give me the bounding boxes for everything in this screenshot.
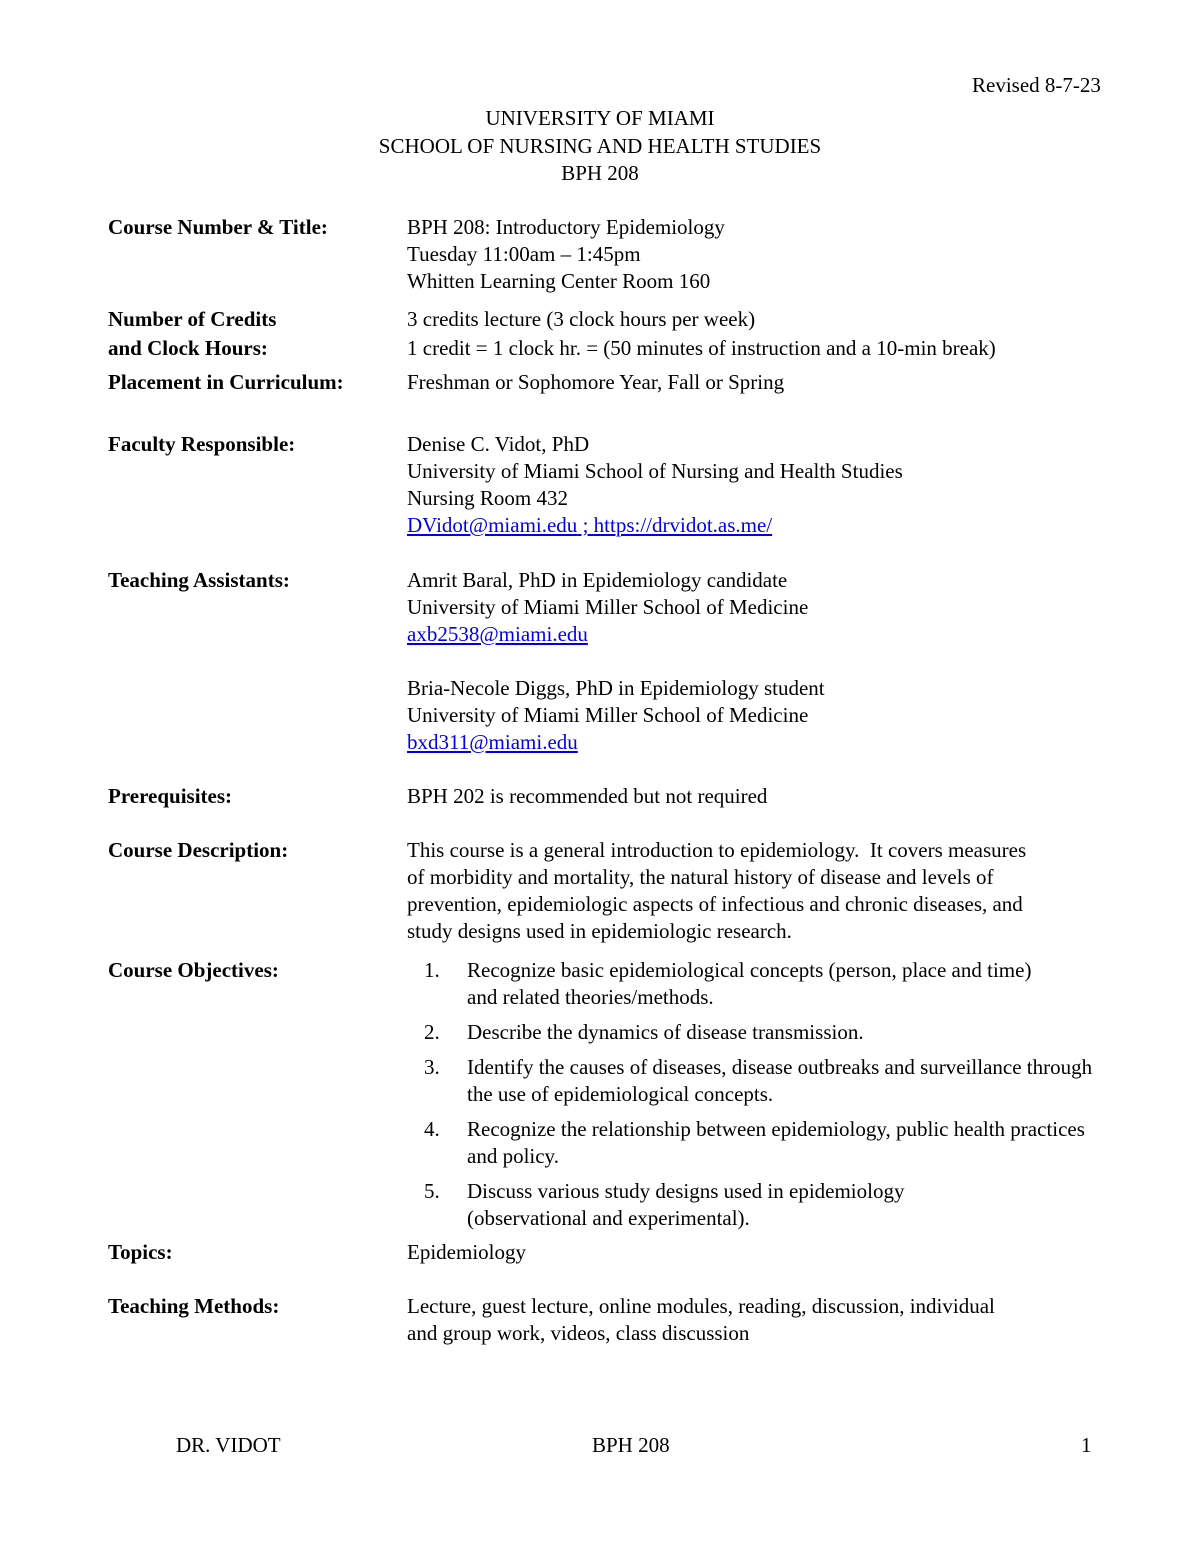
ta1-name: Amrit Baral, PhD in Epidemiology candidate	[407, 568, 788, 592]
footer-instructor: DR. VIDOT	[176, 1433, 281, 1457]
ta-value	[407, 567, 1097, 756]
faculty-name: Denise C. Vidot, PhD	[407, 432, 590, 456]
school-name: SCHOOL OF NURSING AND HEALTH STUDIES	[378, 133, 822, 158]
objective-item: 4. Recognize the relationship between epidemiology, public health practices and policy.	[424, 1117, 1085, 1168]
faculty-contact	[407, 512, 1097, 539]
objective-item: 1. Recognize basic epidemiological concepts (person, place and time) and related theories/methods.	[424, 958, 1032, 1009]
credits-label: Number of Credits and Clock Hours:	[108, 307, 277, 360]
ta-label: Teaching Assistants:	[108, 568, 290, 592]
course-title: BPH 208: Introductory Epidemiology	[407, 215, 725, 239]
prereq-value: BPH 202 is recommended but not required	[407, 784, 768, 808]
course-location: Whitten Learning Center Room 160	[407, 269, 711, 293]
credits-definition: 1 credit = 1 clock hr. = (50 minutes of instruction and a 10-min break)	[407, 336, 996, 360]
ta2-email-link[interactable]: bxd311@miami.edu	[407, 730, 578, 754]
objectives-label: Course Objectives:	[108, 958, 279, 982]
objectives-list	[407, 957, 1097, 1240]
faculty-label: Faculty Responsible:	[108, 432, 296, 456]
faculty-room: Nursing Room 432	[407, 486, 569, 510]
methods-label: Teaching Methods:	[108, 1294, 280, 1318]
methods-value: Lecture, guest lecture, online modules, reading, discussion, individual and group work, videos, class discussion	[407, 1294, 995, 1345]
page-number: 1	[1081, 1433, 1092, 1457]
description-value: This course is a general introduction to epidemiology. It covers measures of morbidity and mortality, the natural history of disease and levels of prevention, epidemiologic aspects of infectious and chronic diseases, and study designs used in epidemiologic research.	[407, 838, 1027, 943]
university-name: UNIVERSITY OF MIAMI	[485, 106, 715, 130]
course-number-value	[407, 214, 1097, 295]
faculty-value	[407, 431, 1097, 539]
course-number-label: Course Number & Title:	[108, 215, 328, 239]
footer-course: BPH 208	[592, 1433, 670, 1457]
course-schedule: Tuesday 11:00am – 1:45pm	[407, 242, 641, 266]
document-header	[0, 105, 1200, 188]
course-code-title: BPH 208	[561, 161, 639, 185]
objective-item: 2. Describe the dynamics of disease transmission.	[424, 1020, 864, 1044]
faculty-school: University of Miami School of Nursing and Health Studies	[407, 459, 903, 483]
description-label: Course Description:	[108, 838, 289, 862]
ta2-name: Bria-Necole Diggs, PhD in Epidemiology student	[407, 676, 825, 700]
revised-date: Revised 8-7-23	[972, 73, 1101, 97]
ta2-school: University of Miami Miller School of Medicine	[407, 703, 809, 727]
credits-value	[407, 306, 1097, 362]
objective-item: 3. Identify the causes of diseases, disease outbreaks and surveillance through the use of epidemiological concepts.	[424, 1055, 1093, 1106]
faculty-email-link[interactable]: DVidot@miami.edu	[407, 513, 578, 537]
placement-value: Freshman or Sophomore Year, Fall or Spring	[407, 370, 785, 394]
topics-value: Epidemiology	[407, 1240, 526, 1264]
ta1-school: University of Miami Miller School of Medicine	[407, 595, 809, 619]
contact-separator: ;	[577, 513, 594, 537]
ta1-email-link[interactable]: axb2538@miami.edu	[407, 622, 588, 646]
topics-label: Topics:	[108, 1240, 173, 1264]
credits-lecture: 3 credits lecture (3 clock hours per week)	[407, 307, 756, 331]
prereq-label: Prerequisites:	[108, 784, 233, 808]
objective-item: 5. Discuss various study designs used in epidemiology (observational and experimental).	[424, 1179, 905, 1230]
faculty-website-link[interactable]: https://drvidot.as.me/	[593, 513, 773, 537]
placement-label: Placement in Curriculum:	[108, 370, 344, 394]
